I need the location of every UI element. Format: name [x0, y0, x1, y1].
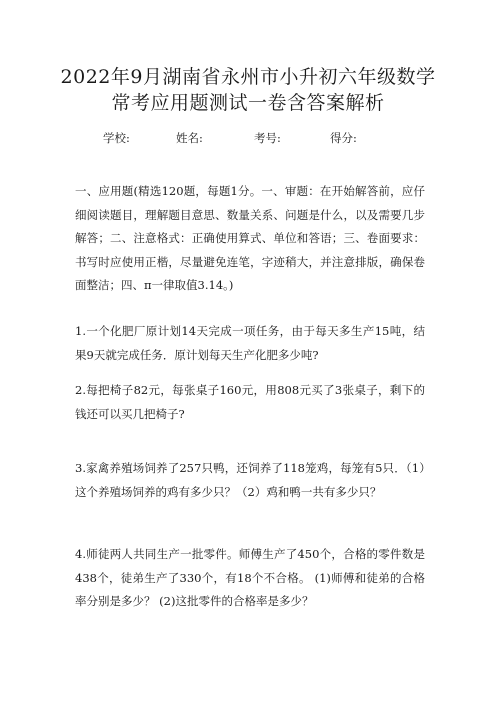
question-2	[75, 379, 425, 426]
question-text: 4.师徒两人共同生产一批零件。师傅生产了450个，合格的零件数是438个，徒弟生产了330个，有18个不合格。 (1)师傅和徒弟的合格率分别是多少？ (2)这批零件的合格率是多少？	[75, 547, 425, 608]
document-title	[40, 64, 456, 116]
question-3	[75, 457, 425, 504]
question-4	[75, 543, 425, 614]
school-label: 学校:	[103, 131, 130, 145]
exam-number-label: 考号:	[254, 131, 281, 145]
question-text: 2.每把椅子82元，每张桌子160元，用808元买了3张桌子，剩下的钱还可以买几把椅子?	[75, 383, 425, 421]
title-line-1: 2022年9月湖南省永州市小升初六年级数学	[60, 66, 436, 88]
question-text: 1.一个化肥厂原计划14天完成一项任务，由于每天多生产15吨，结果9天就完成任务．原计划每天生产化肥多少吨?	[75, 324, 425, 362]
question-text: 3.家禽养殖场饲养了257只鸭，还饲养了118笼鸡，每笼有5只．（1）这个养殖场饲养的鸡有多少只？（2）鸡和鸭一共有多少只？	[75, 461, 425, 499]
title-line-2: 常考应用题测试一卷含答案解析	[111, 92, 385, 114]
student-info-row	[0, 130, 496, 146]
name-label: 姓名:	[176, 131, 203, 145]
section-instructions	[75, 180, 425, 298]
instructions-text: 一、应用题(精选120题，每题1分。一、审题：在开始解答前，应仔细阅读题目，理解题目意思、数量关系、问题是什么，以及需要几步解答；二、注意格式：正确使用算式、单位和答语；三、卷面要求：书写时应使用正楷，尽量避免连笔，字迹稍大，并注意排版，确保卷面整洁；四、π一律取值3.14。)	[75, 184, 425, 292]
question-1	[75, 320, 425, 367]
score-label: 得分:	[330, 131, 357, 145]
